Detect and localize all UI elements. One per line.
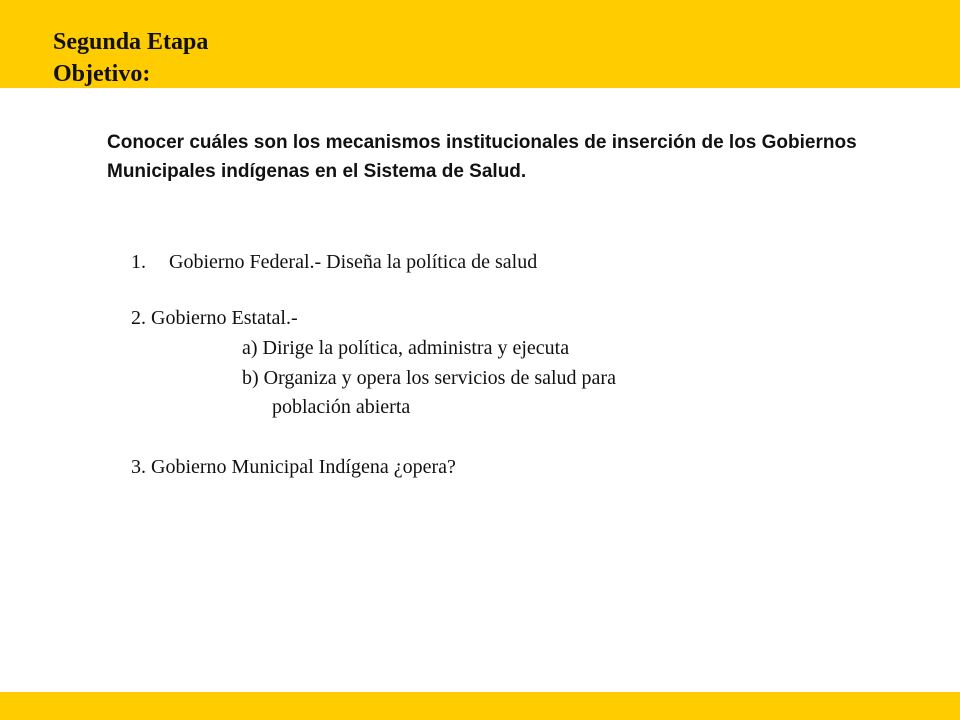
list-item-federal: Gobierno Federal.- Diseña la política de salud — [169, 251, 538, 273]
objective-text: Conocer cuáles son los mecanismos institucionales de inserción de los Gobiernos Municipales indígenas en el Sistema de Salud. — [107, 132, 857, 182]
list-item-municipal: 3. Gobierno Municipal Indígena ¿opera? — [131, 456, 456, 478]
footer-band — [0, 692, 960, 720]
slide-title: Segunda Etapa — [53, 29, 209, 55]
slide-subtitle: Objetivo: — [53, 61, 151, 87]
sub-item-b-continuation: población abierta — [272, 396, 411, 418]
list-item-number: 1. — [131, 251, 146, 273]
sub-item-b: b) Organiza y opera los servicios de salud para — [242, 367, 616, 389]
sub-item-a: a) Dirige la política, administra y ejecuta — [242, 337, 570, 359]
list-item-estatal: 2. Gobierno Estatal.- — [131, 307, 298, 329]
